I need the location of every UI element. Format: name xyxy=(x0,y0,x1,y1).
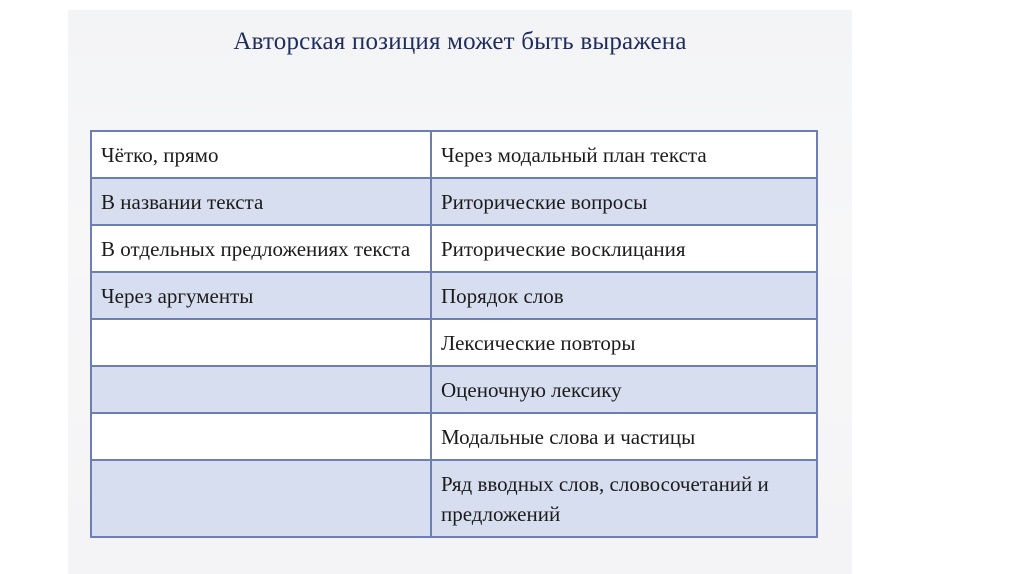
table-cell-left xyxy=(91,413,431,460)
table-cell-left xyxy=(91,460,431,537)
table-cell-left xyxy=(91,319,431,366)
comparison-table xyxy=(90,130,818,538)
table-cell-left: Через аргументы xyxy=(91,272,431,319)
table-cell-right: Риторические восклицания xyxy=(431,225,817,272)
slide xyxy=(68,10,852,574)
table-cell-right: Ряд вводных слов, словосочетаний и предложений xyxy=(431,460,817,537)
table-cell-right: Через модальный план текста xyxy=(431,131,817,178)
table-row xyxy=(91,319,817,366)
table-row xyxy=(91,178,817,225)
table-cell-left xyxy=(91,366,431,413)
table-cell-right: Порядок слов xyxy=(431,272,817,319)
table-cell-left: Чётко, прямо xyxy=(91,131,431,178)
table-cell-right: Риторические вопросы xyxy=(431,178,817,225)
table-row xyxy=(91,366,817,413)
table-row xyxy=(91,131,817,178)
table-cell-left: В названии текста xyxy=(91,178,431,225)
table-cell-right: Лексические повторы xyxy=(431,319,817,366)
slide-title: Авторская позиция может быть выражена xyxy=(233,28,687,55)
table-cell-right: Оценочную лексику xyxy=(431,366,817,413)
table-row xyxy=(91,272,817,319)
table-row xyxy=(91,413,817,460)
table-cell-left: В отдельных предложениях текста xyxy=(91,225,431,272)
table-row xyxy=(91,460,817,537)
table-cell-right: Модальные слова и частицы xyxy=(431,413,817,460)
table-row xyxy=(91,225,817,272)
